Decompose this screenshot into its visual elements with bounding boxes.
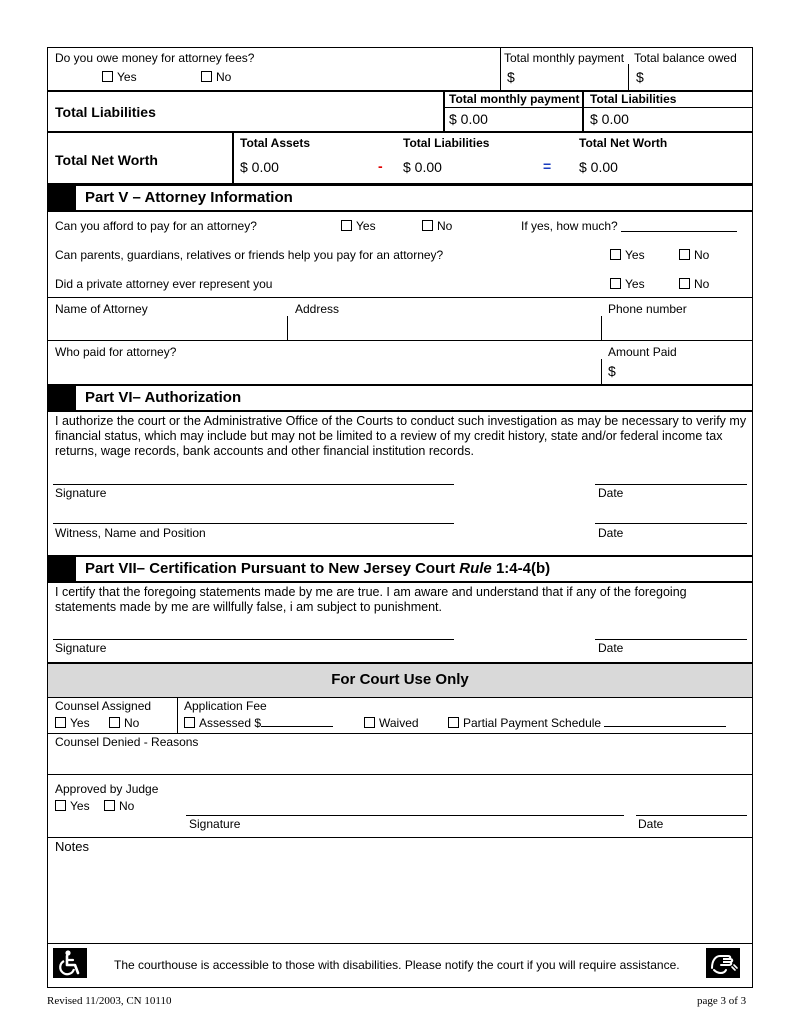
notes-label: Notes <box>55 839 89 854</box>
total-liabilities-header: Total Liabilities <box>590 92 677 106</box>
total-monthly-payment-value: $ 0.00 <box>449 111 488 127</box>
attorney-fees-question: Do you owe money for attorney fees? <box>55 51 255 65</box>
total-monthly-payment-label: Total monthly payment <box>504 51 625 65</box>
court-use-title: For Court Use Only <box>331 671 469 688</box>
approved-yes-checkbox[interactable]: Yes <box>55 799 90 813</box>
certification-signature-line[interactable] <box>53 639 454 640</box>
notes-area[interactable] <box>48 853 751 941</box>
total-assets-label: Total Assets <box>240 136 311 150</box>
total-monthly-payment-header: Total monthly payment <box>449 92 580 106</box>
date-label: Date <box>598 486 624 500</box>
afford-no-checkbox[interactable]: No <box>422 219 452 233</box>
counsel-assigned-label: Counsel Assigned <box>55 699 152 713</box>
afford-attorney-question: Can you afford to pay for an attorney? <box>55 219 257 233</box>
parents-help-question: Can parents, guardians, relatives or friends help you pay for an attorney? <box>55 248 444 262</box>
part7-title: Part VII– Certification Pursuant to New Jersey Court Rule 1:4-4(b) <box>85 560 551 577</box>
part6-title: Part VI– Authorization <box>85 389 242 406</box>
revision-footer: Revised 11/2003, CN 10110 <box>47 995 172 1007</box>
checkbox-icon <box>679 249 690 260</box>
phone-number-label: Phone number <box>608 302 687 316</box>
assessed-amount-input[interactable] <box>261 726 333 727</box>
checkbox-icon <box>184 717 195 728</box>
part5-title: Part V – Attorney Information <box>85 189 293 206</box>
if-yes-how-much-label: If yes, how much? <box>521 219 618 233</box>
sign-language-icon <box>706 948 740 978</box>
assessed-checkbox[interactable]: Assessed $ <box>184 716 333 730</box>
address-input[interactable] <box>287 316 288 340</box>
checkbox-icon <box>448 717 459 728</box>
checkbox-icon <box>610 278 621 289</box>
total-net-worth-value: $ 0.00 <box>579 159 618 175</box>
approved-no-checkbox[interactable]: No <box>104 799 134 813</box>
checkbox-icon <box>679 278 690 289</box>
application-fee-label: Application Fee <box>184 699 267 713</box>
checkbox-icon <box>201 71 212 82</box>
total-net-worth-title: Total Net Worth <box>55 152 158 168</box>
judge-date-line[interactable] <box>636 815 747 816</box>
wheelchair-icon <box>53 948 87 978</box>
total-balance-owed-label: Total balance owed <box>634 51 737 65</box>
checkbox-icon <box>422 220 433 231</box>
judge-signature-line[interactable] <box>186 815 624 816</box>
monthly-payment-input[interactable]: $ <box>507 69 515 85</box>
counsel-assigned-no-checkbox[interactable]: No <box>109 716 139 730</box>
checkbox-icon <box>610 249 621 260</box>
who-paid-label: Who paid for attorney? <box>55 345 177 359</box>
partial-payment-input[interactable] <box>604 726 726 727</box>
total-liabilities-title: Total Liabilities <box>55 104 156 120</box>
approved-by-judge-label: Approved by Judge <box>55 782 159 796</box>
judge-signature-label: Signature <box>189 817 241 831</box>
attorney-fees-no-checkbox[interactable]: No <box>201 70 231 84</box>
page-number: page 3 of 3 <box>697 995 747 1007</box>
counsel-denied-label: Counsel Denied - Reasons <box>55 735 199 749</box>
judge-date-label: Date <box>638 817 664 831</box>
total-assets-value: $ 0.00 <box>240 159 279 175</box>
attorney-fees-yes-checkbox[interactable]: Yes <box>102 70 137 84</box>
checkbox-icon <box>341 220 352 231</box>
witness-label: Witness, Name and Position <box>55 526 206 540</box>
authorization-signature-line[interactable] <box>53 484 454 485</box>
checkbox-icon <box>364 717 375 728</box>
equals-sign: = <box>543 158 552 174</box>
accessibility-text: The courthouse is accessible to those with disabilities. Please notify the court if you will require assistance. <box>114 958 680 972</box>
total-net-worth-label: Total Net Worth <box>579 136 668 150</box>
private-yes-checkbox[interactable]: Yes <box>610 277 645 291</box>
net-worth-liabilities-label: Total Liabilities <box>403 136 490 150</box>
total-liabilities-value: $ 0.00 <box>590 111 629 127</box>
private-attorney-question: Did a private attorney ever represent you <box>55 277 273 291</box>
name-of-attorney-label: Name of Attorney <box>55 302 148 316</box>
address-label: Address <box>295 302 340 316</box>
checkbox-icon <box>109 717 120 728</box>
partial-payment-checkbox[interactable]: Partial Payment Schedule <box>448 716 726 730</box>
certification-date-label: Date <box>598 641 624 655</box>
certification-date-line[interactable] <box>595 639 747 640</box>
checkbox-icon <box>55 800 66 811</box>
minus-sign: - <box>378 158 383 174</box>
authorization-date-line[interactable] <box>595 484 747 485</box>
parents-yes-checkbox[interactable]: Yes <box>610 248 645 262</box>
phone-number-input[interactable] <box>601 316 602 340</box>
certification-text: I certify that the foregoing statements made by me are true. I am aware and understand that if any of the foregoing statements made by me are willfully false, i am subject to punishment. <box>55 585 687 614</box>
counsel-assigned-yes-checkbox[interactable]: Yes <box>55 716 90 730</box>
checkbox-icon <box>102 71 113 82</box>
witness-date-label: Date <box>598 526 624 540</box>
waived-checkbox[interactable]: Waived <box>364 716 419 730</box>
witness-signature-line[interactable] <box>53 523 454 524</box>
how-much-input[interactable] <box>621 231 737 232</box>
amount-paid-label: Amount Paid <box>608 345 677 359</box>
balance-owed-input[interactable]: $ <box>636 69 644 85</box>
net-worth-liabilities-value: $ 0.00 <box>403 159 442 175</box>
amount-paid-input[interactable]: $ <box>608 363 616 379</box>
afford-yes-checkbox[interactable]: Yes <box>341 219 376 233</box>
checkbox-icon <box>104 800 115 811</box>
checkbox-icon <box>55 717 66 728</box>
authorization-text: I authorize the court or the Administrative Office of the Courts to conduct such investigation as may be necessary to verify my financial status, which may include but may not be limited to a review of my credit history, state and/or federal income tax returns, wage records, bank accounts and other financial institution records. <box>55 414 747 458</box>
witness-date-line[interactable] <box>595 523 747 524</box>
signature-label: Signature <box>55 486 107 500</box>
private-no-checkbox[interactable]: No <box>679 277 709 291</box>
parents-no-checkbox[interactable]: No <box>679 248 709 262</box>
certification-signature-label: Signature <box>55 641 107 655</box>
